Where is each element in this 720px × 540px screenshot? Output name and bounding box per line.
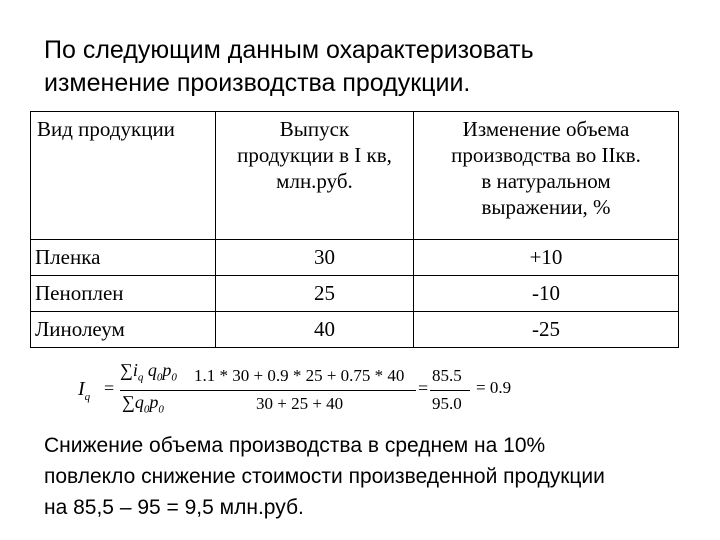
table-row [31,276,679,312]
production-table [30,111,679,348]
formula-lhs: $I_q$ [78,378,91,403]
conclusion-text [44,430,704,523]
row-output-value: 40 [216,312,414,348]
conclusion-line-1: Снижение объема производства в среднем на 10% [44,434,546,457]
heading-line-1: По следующим данным охарактеризовать [44,36,534,64]
table-row [31,240,679,276]
formula-sym-numerator: $\sum i_q$ $q_0p_0$ [120,360,177,384]
formula-result-denominator: 95.0 [432,394,462,413]
row-product-name: Линолеум [31,312,216,348]
row-output-value: 30 [216,240,414,276]
table-header-row [31,112,679,240]
formula-calc-denominator: 30 + 25 + 40 [256,394,344,413]
index-formula [78,360,538,418]
formula-equals-1: = [104,378,115,398]
row-change-value: -25 [414,312,679,348]
conclusion-line-2: повлекло снижение стоимости произведенной продукции [44,465,605,488]
header-output: Выпуск продукции в I кв, млн.руб. [216,112,414,240]
formula-sym-denominator: $\sum q_0p_0$ [122,392,164,416]
conclusion-line-3: на 85,5 – 95 = 9,5 млн.руб. [44,496,304,519]
fraction-bar-result [430,390,470,391]
slide-heading [44,34,684,100]
formula-result-numerator: 85.5 [432,366,462,385]
header-product-type: Вид продукции [31,112,216,240]
row-product-name: Пеноплен [31,276,216,312]
row-change-value: -10 [414,276,679,312]
table-row [31,312,679,348]
fraction-bar-main [120,390,416,391]
heading-line-2: изменение производства продукции. [44,69,471,97]
formula-result-value: = 0.9 [476,378,512,397]
row-product-name: Пленка [31,240,216,276]
row-output-value: 25 [216,276,414,312]
row-change-value: +10 [414,240,679,276]
formula-equals-2: = [418,378,429,398]
formula-calc-numerator: 1.1 * 30 + 0.9 * 25 + 0.75 * 40 [194,366,405,385]
header-volume-change: Изменение объема производства во IIкв. в натуральном выражении, % [414,112,679,240]
